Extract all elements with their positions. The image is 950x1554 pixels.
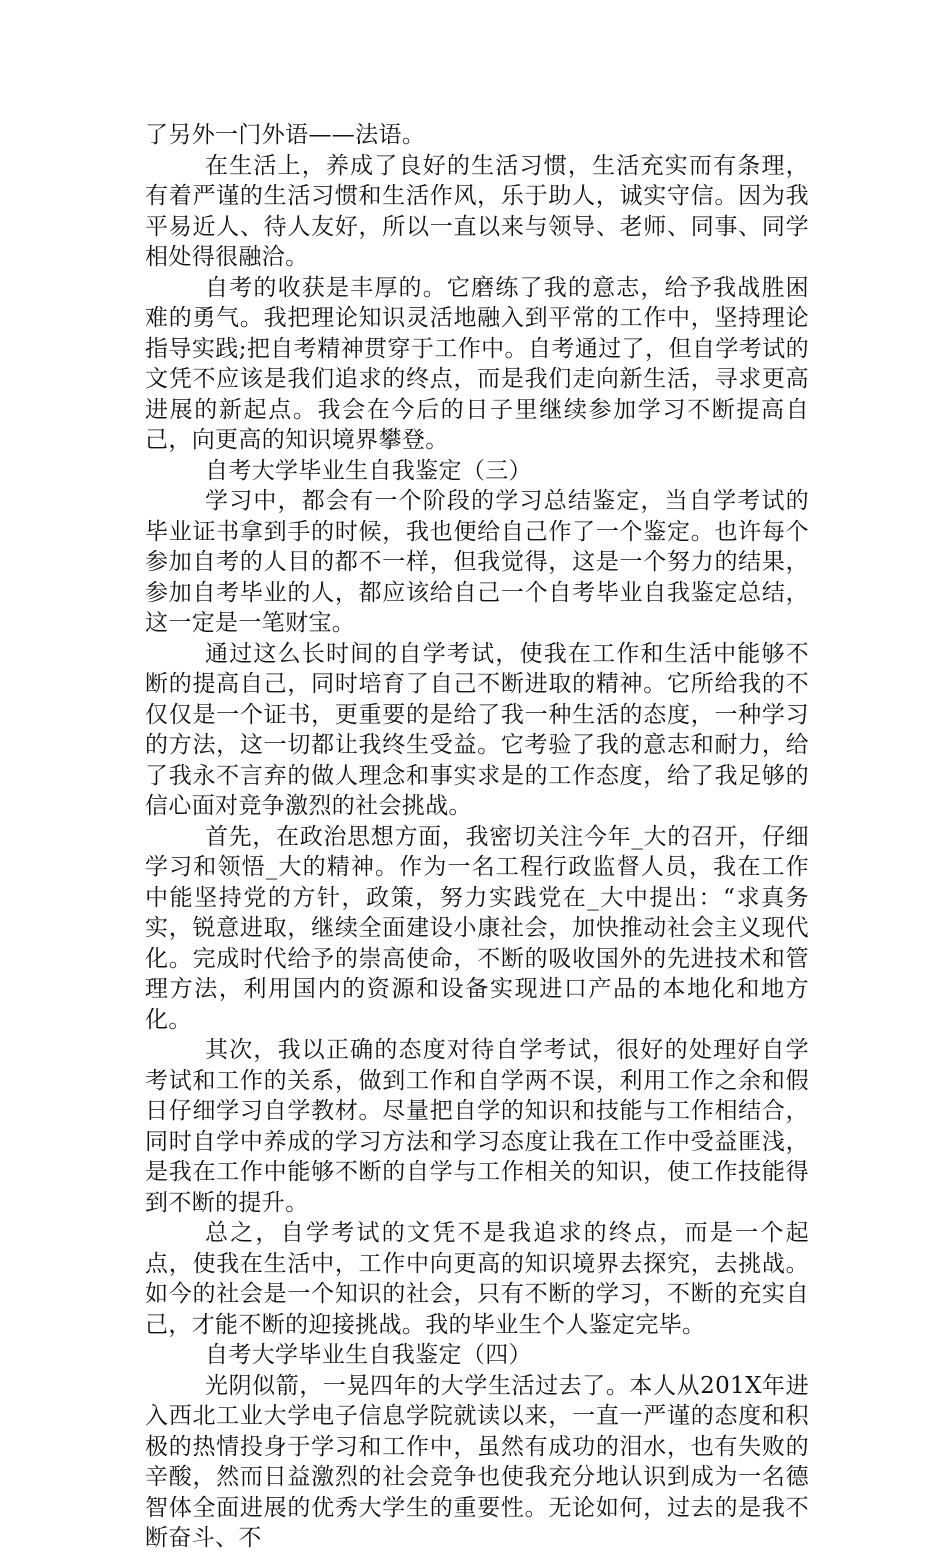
document-body xyxy=(145,120,809,1554)
section-heading-3: 自考大学毕业生自我鉴定（三） xyxy=(205,457,532,484)
paragraph-secondly: 其次，我以正确的态度对待自学考试，很好的处理好自学考试和工作的关系，做到工作和自学两不误，利用工作之余和假日仔细学习自学教材。尽量把自学的知识和技能与工作相结合，同时自学中养成的学习方法和学习态度让我在工作中受益匪浅，是我在工作中能够不断的自学与工作相关的知识，使工作技能得到不断的提升。 xyxy=(145,1037,809,1216)
paragraph-harvest: 自考的收获是丰厚的。它磨练了我的意志，给予我战胜困难的勇气。我把理论知识灵活地融入到平常的工作中，坚持理论指导实践;把自考精神贯穿于工作中。自考通过了，但自学考试的文凭不应该是我们追求的终点，而是我们走向新生活，寻求更高进展的新起点。我会在今后的日子里继续参加学习不断提高自己，向更高的知识境界攀登。 xyxy=(145,274,809,453)
section-heading-4: 自考大学毕业生自我鉴定（四） xyxy=(205,1342,532,1368)
paragraph-study-summary: 学习中，都会有一个阶段的学习总结鉴定，当自学考试的毕业证书拿到手的时候，我也便给自己作了一个鉴定。也许每个参加自考的人目的都不一样，但我觉得，这是一个努力的结果，参加自考毕业的人，都应该给自己一个自考毕业自我鉴定总结，这一定是一笔财宝。 xyxy=(145,488,809,636)
paragraph-long-study: 通过这么长时间的自学考试，使我在工作和生活中能够不断的提高自己，同时培育了自己不断进取的精神。它所给我的不仅仅是一个证书，更重要的是给了我一种生活的态度，一种学习的方法，这一切都让我终生受益。它考验了我的意志和耐力，给了我永不言弃的做人理念和事实求是的工作态度，给了我足够的信心面对竞争激烈的社会挑战。 xyxy=(145,640,809,819)
paragraph-conclusion: 总之，自学考试的文凭不是我追求的终点，而是一个起点，使我在生活中，工作中向更高的知识境界去探究，去挑战。如今的社会是一个知识的社会，只有不断的学习，不断的充实自己，才能不断的迎接挑战。我的毕业生个人鉴定完毕。 xyxy=(145,1220,809,1338)
paragraph-political: 首先，在政治思想方面，我密切关注今年_大的召开，仔细学习和领悟_大的精神。作为一名工程行政监督人员，我在工作中能坚持党的方针，政策，努力实践党在_大中提出：“求真务实，锐意进取，继续全面建设小康社会，加快推动社会主义现代化。完成时代给予的崇高使命，不断的吸收国外的先进技术和管理方法，利用国内的资源和设备实现进口产品的本地化和地方化。 xyxy=(145,823,809,1033)
paragraph-time-flies: 光阴似箭，一晃四年的大学生活过去了。本人从201X年进入西北工业大学电子信息学院就读以来，一直一严谨的态度和积极的热情投身于学习和工作中，虽然有成功的泪水，也有失败的辛酸，然而日益激烈的社会竞争也使我充分地认识到成为一名德智体全面进展的优秀大学生的重要性。无论如何，过去的是我不断奋斗、不 xyxy=(145,1372,809,1551)
paragraph-1: 了另外一门外语——法语。 xyxy=(145,122,426,148)
paragraph-life: 在生活上，养成了良好的生活习惯，生活充实而有条理，有着严谨的生活习惯和生活作风，乐于助人，诚实守信。因为我平易近人、待人友好，所以一直以来与领导、老师、同事、同学相处得很融洽。 xyxy=(145,152,809,270)
